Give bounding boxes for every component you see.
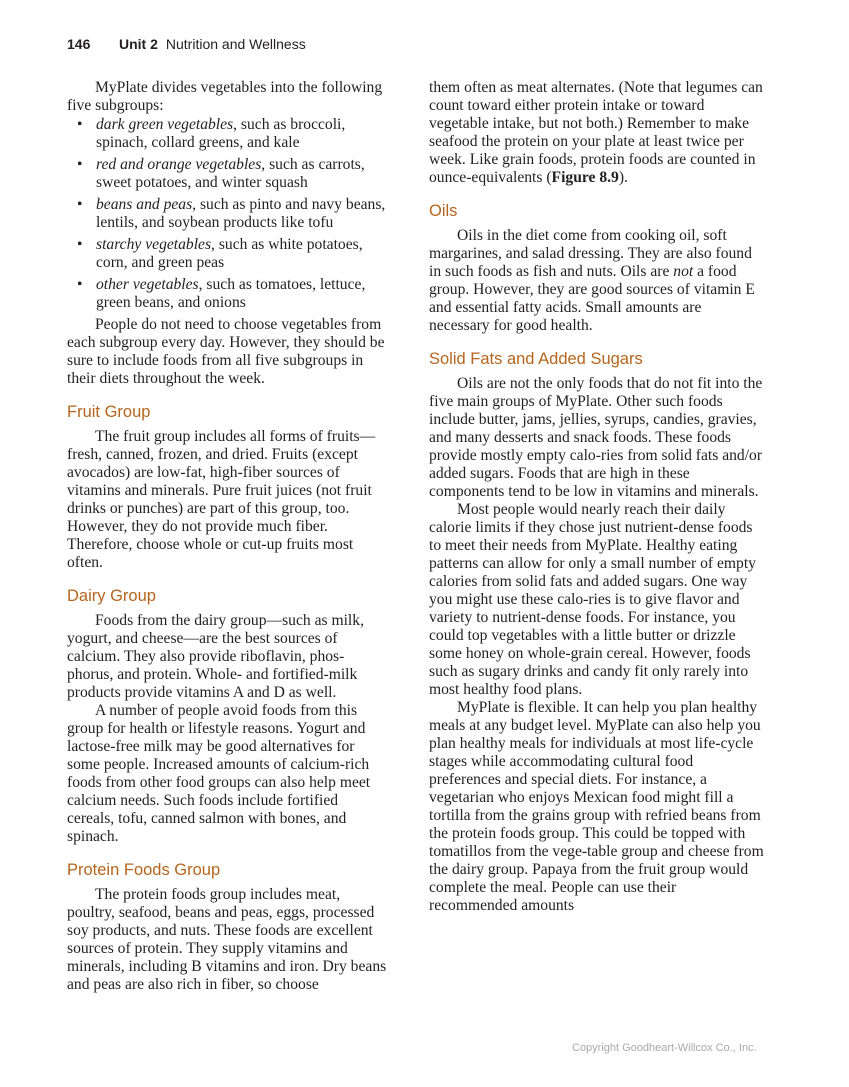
solid-fats-paragraph-3: MyPlate is flexible. It can help you plan healthy meals at any budget level. MyPlate can also help you plan healthy meals for individuals at most life-cycle stages while accommodating cultural food preferences and special diets. For instance, a vegetarian who enjoys Mexican food might fill a tortilla from the grains group with refried beans from the protein foods group. This could be topped with tomatillos from the vege-table group and cheese from the dairy group. Papaya from the fruit group would complete the meal. People can use their recommended amounts [429,699,764,914]
list-item: • other vegetables, such as tomatoes, lettuce, green beans, and onions [77,276,366,311]
protein-continued-paragraph: them often as meat alternates. (Note that legumes can count toward either protein intake or toward vegetable intake, but not both.) Remember to make seafood the protein on your plate at least twice per week. Like grain foods, protein foods are counted in ounce-equivalents (Figure 8.9). [429,79,763,186]
dairy-paragraph-2: A number of people avoid foods from this group for health or lifestyle reasons. Yogurt and lactose-free milk may be good alternatives for some people. Increased amounts of calcium-rich foods from other food groups can also help meet calcium needs. Such foods include fortified cereals, tofu, canned salmon with bones, and spinach. [67,702,371,845]
solid-fats-paragraph-1: Oils are not the only foods that do not fit into the five main groups of MyPlate. Other such foods include butter, jams, jellies, syrups, candies, gravies, and many desserts and snack foods. These foods provide mostly empty calo-ries from solid fats and/or added sugars. Foods that are high in these components tend to be low in vitamins and minerals. [429,375,763,500]
bullet-icon: • [77,276,83,293]
bullet-icon: • [77,196,83,213]
vegetable-closing-paragraph: People do not need to choose vegetables from each subgroup every day. However, they should be sure to include foods from all five subgroups in their diets throughout the week. [67,316,385,387]
fruit-paragraph: The fruit group includes all forms of fruits—fresh, canned, frozen, and dried. Fruits (except avocados) are low-fat, high-fiber sources of vitamins and minerals. Pure fruit juices (not fruit drinks or punches) are part of this group, too. However, they do not provide much fiber. Therefore, choose whole or cut-up fruits most often. [67,428,376,571]
protein-group-heading: Protein Foods Group [67,861,221,879]
dairy-paragraph-1: Foods from the dairy group—such as milk, yogurt, and cheese—are the best sources of calcium. They also provide riboflavin, phos-phorus, and protein. Whole- and fortified-milk products provide vitamins A and D as well. [67,612,364,701]
list-item: • beans and peas, such as pinto and navy beans, lentils, and soybean products like tofu [77,196,386,231]
vegetable-subgroup-list [67,116,387,312]
list-item: • red and orange vegetables, such as carrots, sweet potatoes, and winter squash [77,156,365,191]
copyright-footer: Copyright Goodheart-Willcox Co., Inc. [572,1042,757,1054]
dairy-group-heading: Dairy Group [67,587,156,605]
solid-fats-paragraph-2: Most people would nearly reach their daily calorie limits if they chose just nutrient-dense foods to meet their needs from MyPlate. Healthy eating patterns can allow for only a small number of empty calories from solid fats and added sugars. One way you might use these calo-ries is to give flavor and variety to nutrient-dense foods. For instance, you could top vegetables with a little butter or drizzle some honey on whole-grain cereal. However, foods such as sugary drinks and candy fit only rarely into most healthy food plans. [429,501,756,698]
list-item: • dark green vegetables, such as broccoli, spinach, collard greens, and kale [77,116,346,151]
protein-paragraph: The protein foods group includes meat, poultry, seafood, beans and peas, eggs, processed soy products, and nuts. These foods are excellent sources of protein. They supply vitamins and minerals, including B vitamins and iron. Dry beans and peas are also rich in fiber, so choose [67,886,387,993]
oils-paragraph: Oils in the diet come from cooking oil, soft margarines, and salad dressing. They are also found in such foods as fish and nuts. Oils are not a food group. However, they are good sources of vitamin E and essential fatty acids. Small amounts are necessary for good health. [429,227,755,334]
running-header [67,36,306,52]
bullet-icon: • [77,156,83,173]
solid-fats-heading: Solid Fats and Added Sugars [429,350,643,368]
list-item: • starchy vegetables, such as white potatoes, corn, and green peas [77,236,363,271]
bullet-icon: • [77,116,83,133]
right-column [429,79,764,915]
oils-heading: Oils [429,202,458,220]
figure-reference: Figure 8.9 [551,169,619,186]
fruit-group-heading: Fruit Group [67,403,151,421]
vegetable-intro: MyPlate divides vegetables into the following five subgroups: [67,79,383,114]
left-column [67,79,387,994]
bullet-icon: • [77,236,83,253]
unit-title: Nutrition and Wellness [165,36,306,52]
page-number: 146 [67,36,91,52]
unit-label: Unit 2 [119,36,158,52]
